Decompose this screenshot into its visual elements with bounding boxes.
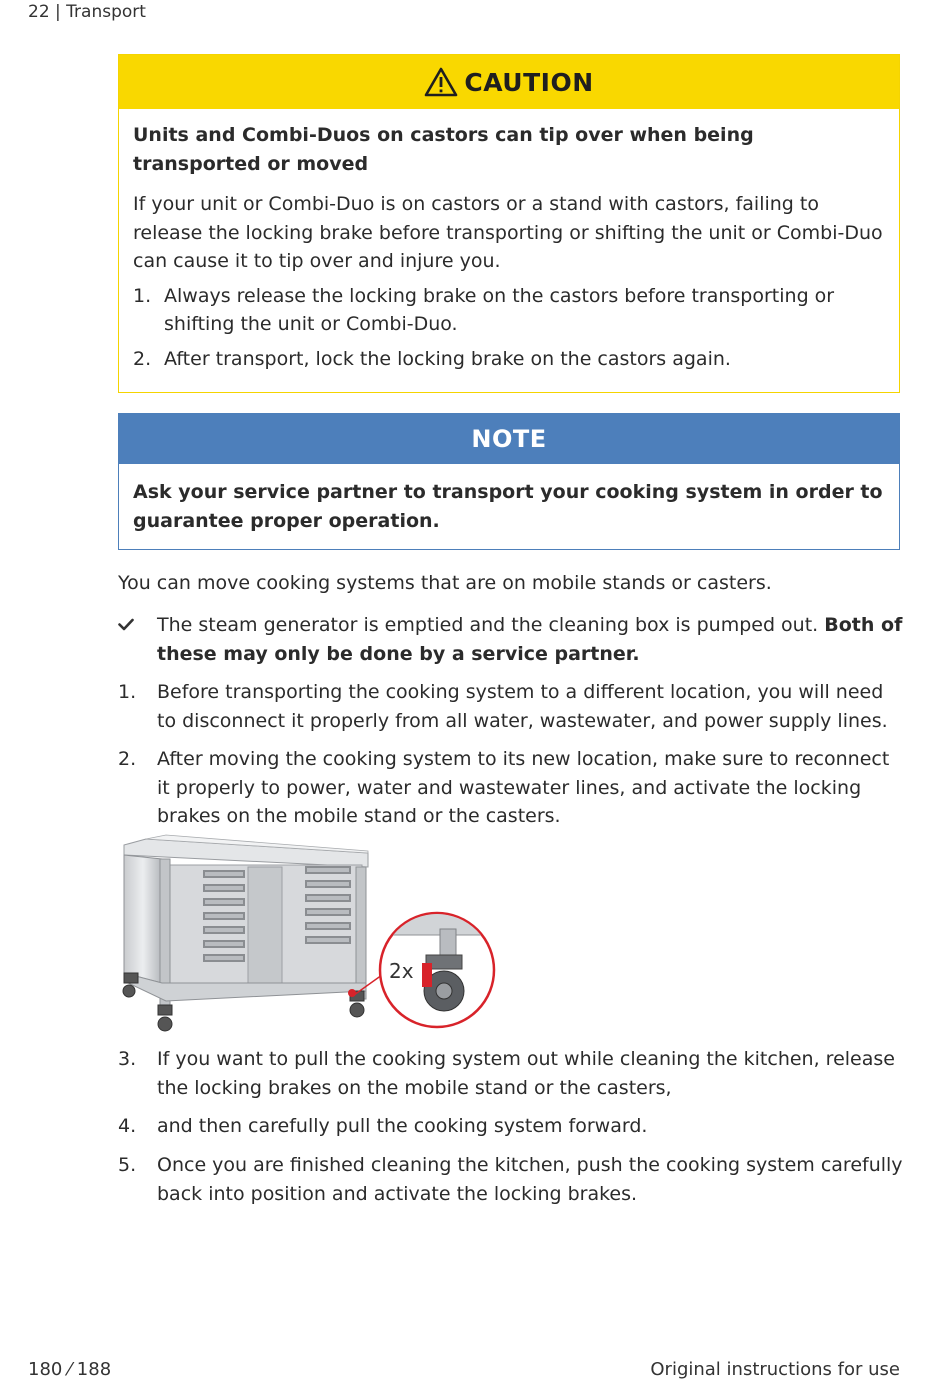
caution-bar bbox=[119, 55, 899, 109]
callout-label: 2x bbox=[389, 959, 414, 983]
caution-box bbox=[118, 54, 900, 393]
step-item bbox=[118, 1045, 908, 1102]
step-number: 2. bbox=[133, 347, 152, 370]
note-bar bbox=[119, 414, 899, 464]
step-text: Once you are finished cleaning the kitchen, push the cooking system carefully back into position and activate the locking brakes. bbox=[157, 1154, 903, 1205]
step-text: Always release the locking brake on the castors before transporting or shifting the unit or Combi-Duo. bbox=[164, 284, 835, 335]
step-item bbox=[118, 1151, 908, 1208]
step-text: If you want to pull the cooking system out while cleaning the kitchen, release the locking brakes on the mobile stand or the casters, bbox=[157, 1048, 895, 1099]
step-item bbox=[118, 745, 908, 831]
caution-text: If your unit or Combi-Duo is on castors or a stand with castors, failing to release the locking brake before transporting or shifting the unit or Combi-Duo can cause it to tip over and injure you. bbox=[133, 193, 883, 272]
page-header: 22 | Transport bbox=[28, 2, 146, 22]
footer-text: Original instructions for use bbox=[650, 1359, 900, 1380]
prerequisite-text: The steam generator is emptied and the cleaning box is pumped out. bbox=[157, 614, 819, 636]
step-number: 4. bbox=[118, 1115, 137, 1137]
step-number: 3. bbox=[118, 1048, 137, 1070]
step-number: 5. bbox=[118, 1154, 137, 1176]
step-text: After moving the cooking system to its new location, make sure to reconnect it properly to power, water and wastewater lines, and activate the locking brakes on the mobile stand or the casters. bbox=[157, 748, 890, 827]
note-box bbox=[118, 413, 900, 550]
step-text: After transport, lock the locking brake on the castors again. bbox=[164, 347, 731, 370]
mobile-stand-figure bbox=[116, 833, 501, 1038]
step-number: 1. bbox=[133, 284, 152, 307]
step-text: and then carefully pull the cooking system forward. bbox=[157, 1115, 648, 1137]
step-number: 2. bbox=[118, 748, 137, 770]
mobile-stand-illustration bbox=[116, 833, 501, 1038]
intro-text: You can move cooking systems that are on mobile stands or casters. bbox=[118, 572, 772, 594]
prerequisite-item bbox=[118, 611, 908, 668]
note-text: Ask your service partner to transport your cooking system in order to guarantee proper operation. bbox=[133, 481, 883, 532]
caution-step bbox=[133, 282, 885, 339]
page-number: 180 ⁄ 188 bbox=[28, 1359, 112, 1380]
step-item bbox=[118, 678, 908, 735]
warning-triangle-icon bbox=[424, 67, 458, 97]
caution-steps bbox=[133, 282, 885, 374]
caution-title: CAUTION bbox=[464, 67, 594, 97]
step-number: 1. bbox=[118, 681, 137, 703]
caution-heading: Units and Combi-Duos on castors can tip over when being transported or moved bbox=[133, 124, 754, 175]
note-title: NOTE bbox=[471, 425, 547, 453]
check-icon bbox=[118, 618, 134, 632]
caution-step bbox=[133, 345, 885, 374]
step-text: Before transporting the cooking system to a different location, you will need to disconnect it properly from all water, wastewater, and power supply lines. bbox=[157, 681, 888, 732]
step-item bbox=[118, 1112, 908, 1141]
prerequisite-bold: Both of these may only be done by a service partner. bbox=[157, 614, 903, 665]
